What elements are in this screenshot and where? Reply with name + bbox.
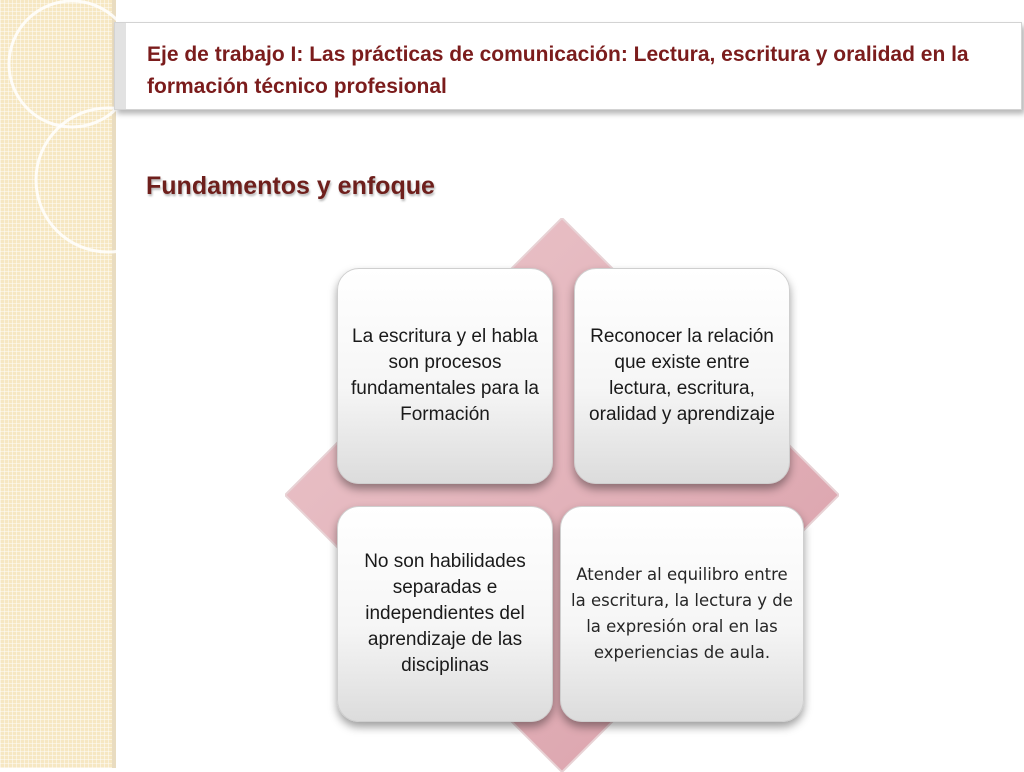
slide-title: Eje de trabajo I: Las prácticas de comunicación: Lectura, escritura y oralidad en la formación técnico profesional (147, 43, 969, 98)
diagram-box-top-left (337, 268, 553, 484)
title-accent-bar (115, 23, 126, 109)
diagram-box-text: La escritura y el habla son procesos fundamentales para la Formación (350, 326, 539, 425)
diagram-box-bottom-left (337, 506, 553, 722)
diagram-box-text: Reconocer la relación que existe entre lectura, escritura, oralidad y aprendizaje (589, 326, 775, 425)
diagram-box-text: Atender al equilibro entre la escritura, la lectura y de la expresión oral en las experiencias de aula. (571, 565, 793, 662)
diagram-box-top-right (574, 268, 790, 484)
diagram-box-bottom-right (560, 506, 804, 722)
title-box (114, 22, 1022, 110)
diagram-box-text: No son habilidades separadas e independientes del aprendizaje de las disciplinas (364, 551, 526, 676)
slide-subtitle: Fundamentos y enfoque (146, 172, 435, 200)
